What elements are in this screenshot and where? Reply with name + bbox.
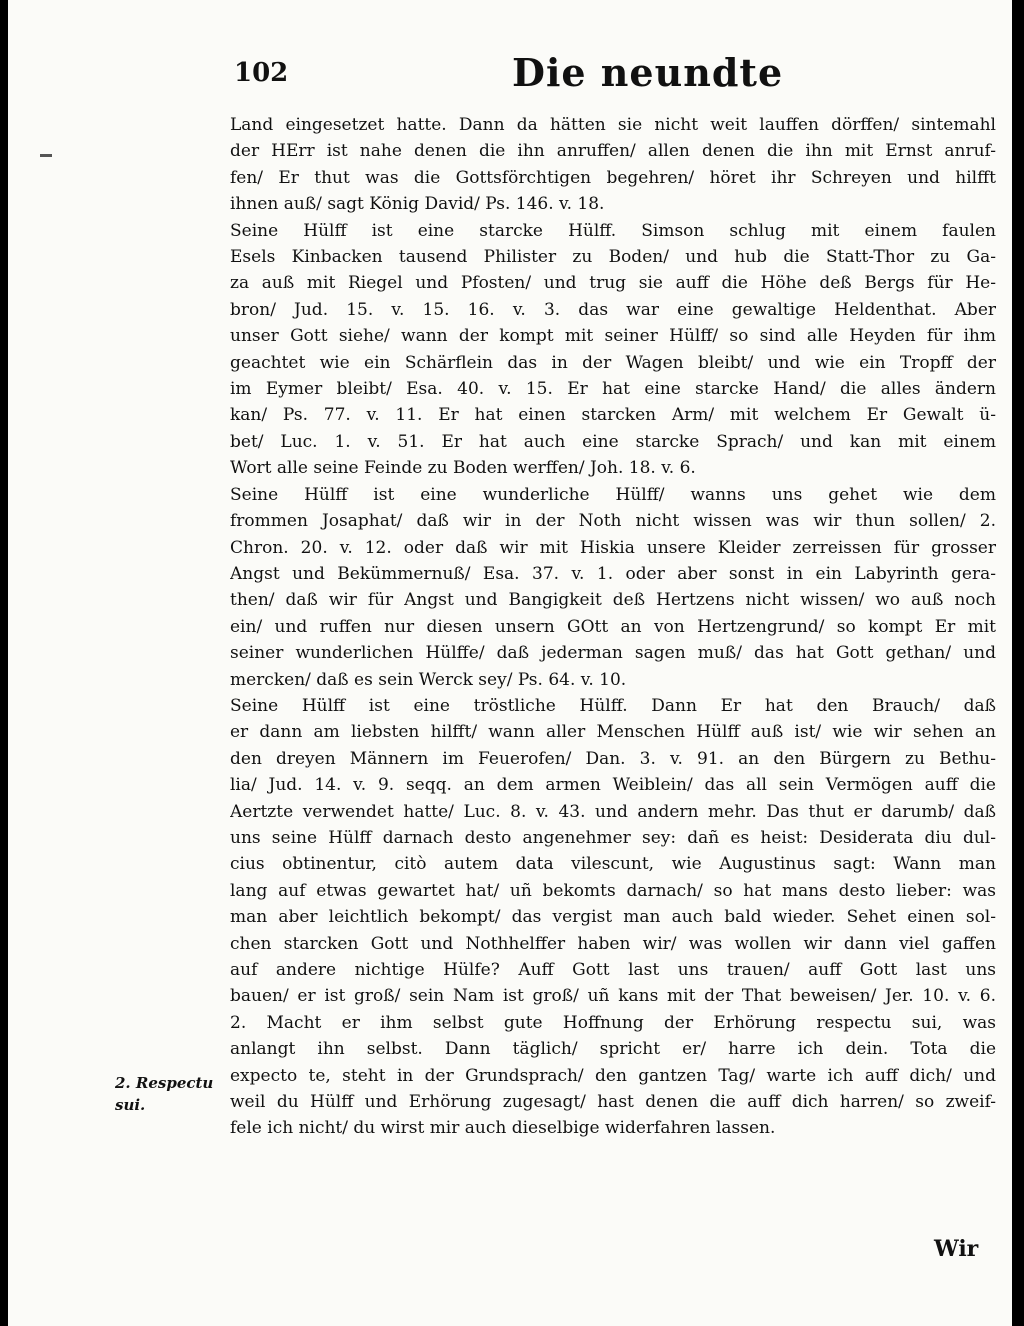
catchword: Wir (934, 1236, 979, 1262)
running-title: Die neundte (512, 50, 784, 95)
text-line: expecto te, steht in der Grundsprach/ den gantzen Tag/ warte ich auff dich/ und (230, 1065, 996, 1086)
text-line: chen starcken Gott und Nothhelffer haben wir/ was wollen wir dann viel gaffen (230, 933, 996, 954)
text-line: geachtet wie ein Schärflein das in der Wagen bleibt/ und wie ein Tropff der (230, 352, 996, 373)
margin-note-line: sui. (115, 1096, 146, 1114)
text-line: den dreyen Männern im Feuerofen/ Dan. 3. v. 91. an den Bürgern zu Bethu- (230, 748, 996, 769)
text-line: Angst und Bekümmernuß/ Esa. 37. v. 1. oder aber sonst in ein Labyrinth gera- (230, 563, 996, 584)
text-line: mercken/ daß es sein Werck sey/ Ps. 64. v. 10. (230, 669, 627, 690)
text-line: lia/ Jud. 14. v. 9. seqq. an dem armen Weiblein/ das all sein Vermögen auff die (230, 775, 996, 796)
text-line: er dann am liebsten hilfft/ wann aller Menschen Hülff auß ist/ wie wir sehen an (230, 722, 996, 743)
body-text (230, 112, 996, 1142)
text-line: Seine Hülff ist eine tröstliche Hülff. Dann Er hat den Brauch/ daß (230, 695, 996, 716)
text-line: kan/ Ps. 77. v. 11. Er hat einen starcken Arm/ mit welchem Er Gewalt ü- (230, 405, 996, 426)
text-line: weil du Hülff und Erhörung zugesagt/ hast denen die auff dich harren/ so zweif- (230, 1092, 996, 1113)
text-line: der HErr ist nahe denen die ihn anruffen/ allen denen die ihn mit Ernst anruf- (230, 141, 996, 162)
text-line: fele ich nicht/ du wirst mir auch dieselbige widerfahren lassen. (230, 1118, 776, 1139)
text-line: lang auf etwas gewartet hat/ uñ bekomts darnach/ so hat mans desto lieber: was (230, 880, 996, 901)
text-line: bron/ Jud. 15. v. 15. 16. v. 3. das war eine gewaltige Heldenthat. Aber (230, 299, 996, 320)
text-line: auf andere nichtige Hülfe? Auff Gott last uns trauen/ auff Gott last uns (230, 960, 996, 980)
page-number: 102 (234, 58, 289, 88)
text-line: uns seine Hülff darnach desto angenehmer sey: dañ es heist: Desiderata diu dul- (230, 827, 996, 848)
text-line: unser Gott siehe/ wann der kompt mit seiner Hülff/ so sind alle Heyden für ihm (230, 326, 996, 347)
text-line: then/ daß wir für Angst und Bangigkeit deß Hertzens nicht wissen/ wo auß noch (230, 590, 996, 611)
text-line: Wort alle seine Feinde zu Boden werffen/ Joh. 18. v. 6. (230, 458, 696, 479)
text-line: Seine Hülff ist eine wunderliche Hülff/ wanns uns gehet wie dem (230, 484, 996, 505)
text-line: 2. Macht er ihm selbst gute Hoffnung der Erhörung respectu sui, was (230, 1012, 996, 1033)
margin-note (115, 1072, 225, 1116)
text-line: seiner wunderlichen Hülffe/ daß jederman sagen muß/ das hat Gott gethan/ und (230, 643, 996, 664)
text-line: fen/ Er thut was die Gottsförchtigen begehren/ höret ihr Schreyen und hilfft (230, 167, 996, 188)
text-line: bauen/ er ist groß/ sein Nam ist groß/ uñ kans mit der That beweisen/ Jer. 10. v. 6. (230, 986, 996, 1007)
text-line: frommen Josaphat/ daß wir in der Noth nicht wissen was wir thun sollen/ 2. (230, 511, 996, 532)
text-line: Aertzte verwendet hatte/ Luc. 8. v. 43. und andern mehr. Das thut er darumb/ daß (230, 801, 996, 822)
text-line: ihnen auß/ sagt König David/ Ps. 146. v. 18. (230, 194, 605, 215)
text-line: Chron. 20. v. 12. oder daß wir mit Hiskia unsere Kleider zerreissen für grosser (230, 537, 996, 558)
text-line: Esels Kinbacken tausend Philister zu Boden/ und hub die Statt-Thor zu Ga- (230, 247, 996, 268)
text-line: im Eymer bleibt/ Esa. 40. v. 15. Er hat eine starcke Hand/ die alles ändern (230, 379, 996, 400)
text-line: man aber leichtlich bekompt/ das vergist man auch bald wieder. Sehet einen sol- (230, 907, 996, 928)
ink-smudge (40, 154, 52, 157)
text-line: ein/ und ruffen nur diesen unsern GOtt an von Hertzengrund/ so kompt Er mit (230, 616, 996, 637)
text-line: Land eingesetzet hatte. Dann da hätten sie nicht weit lauffen dörffen/ sintemahl (230, 115, 996, 135)
text-line: za auß mit Riegel und Pfosten/ und trug sie auff die Höhe deß Bergs für He- (230, 273, 996, 294)
text-line: Seine Hülff ist eine starcke Hülff. Simson schlug mit einem faulen (230, 220, 996, 241)
text-line: anlangt ihn selbst. Dann täglich/ spricht er/ harre ich dein. Tota die (230, 1039, 996, 1060)
text-line: cius obtinentur, citò autem data vilescunt, wie Augustinus sagt: Wann man (230, 854, 996, 875)
margin-note-line: 2. Respectu (115, 1074, 214, 1092)
text-line: bet/ Luc. 1. v. 51. Er hat auch eine starcke Sprach/ und kan mit einem (230, 431, 996, 452)
